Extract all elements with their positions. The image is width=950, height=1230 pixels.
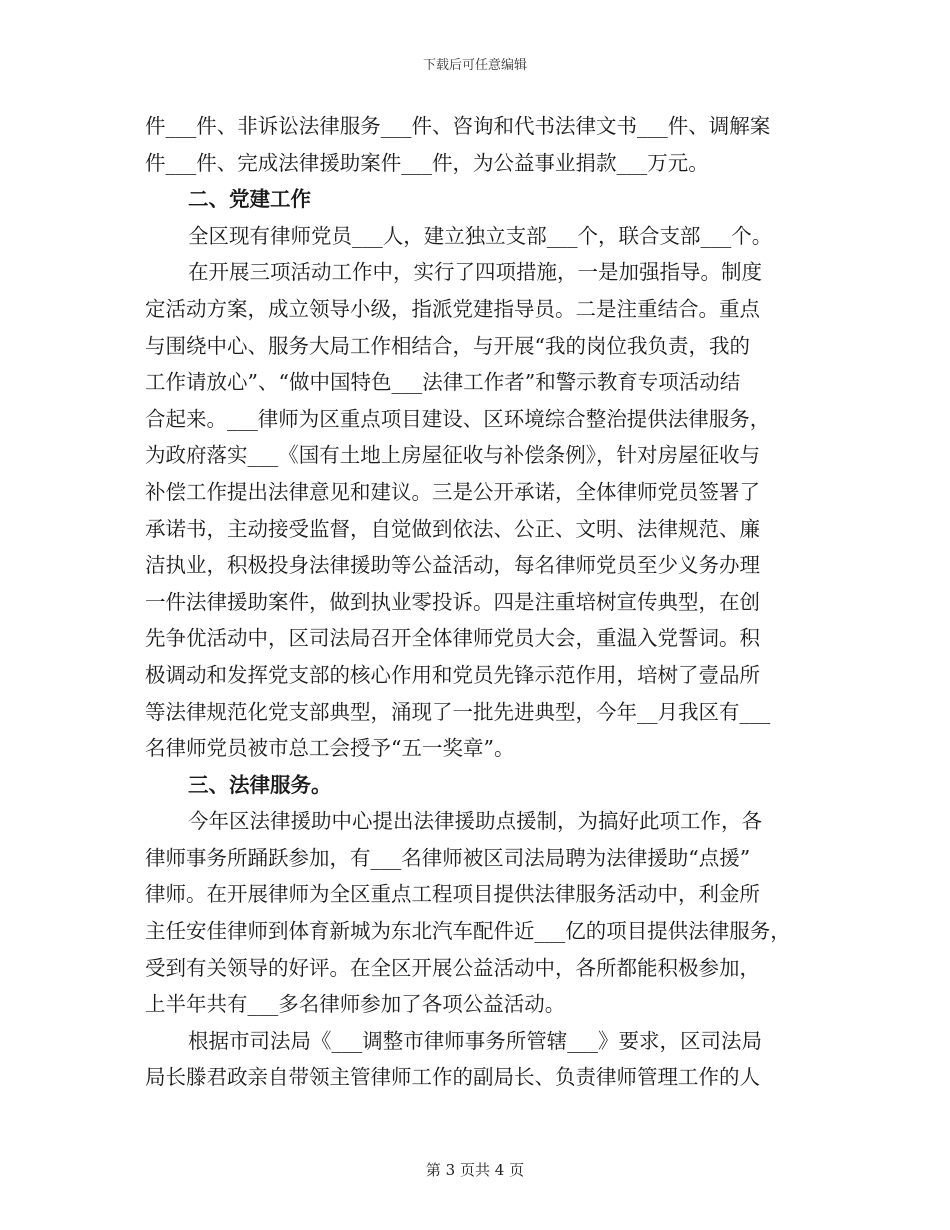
paragraph-line: 等法律规范化党支部典型，涌现了一批先进典型，今年__月我区有___ <box>145 699 771 724</box>
paragraph-line: 根据市司法局《___调整市律师事务所管辖___》要求，区司法局 <box>188 1028 762 1053</box>
paragraph-line: 洁执业，积极投身法律援助等公益活动，每名律师党员至少义务办理 <box>145 553 760 578</box>
paragraph-line: 一件法律援助案件，做到执业零投诉。四是注重培树宣传典型，在创 <box>145 589 760 614</box>
paragraph-line: 主任安佳律师到体育新城为东北汽车配件近___亿的项目提供法律服务， <box>145 919 791 944</box>
paragraph-line: 律师。在开展律师为全区重点工程项目提供法律服务活动中，利金所 <box>145 882 760 907</box>
paragraph-line: 补偿工作提出法律意见和建议。三是公开承诺，全体律师党员签署了 <box>145 479 760 504</box>
document-body <box>145 108 810 1096</box>
paragraph-line: 全区现有律师党员___人，建立独立支部___个，联合支部___个。 <box>188 223 773 248</box>
page-header: 下载后可任意编辑 <box>422 58 527 73</box>
page-footer: 第 3 页共 4 页 <box>425 1161 525 1179</box>
paragraph-line: 为政府落实___《国有土地上房屋征收与补偿条例》，针对房屋征收与 <box>145 443 760 468</box>
section-heading: 二、党建工作 <box>188 187 311 212</box>
section-heading: 三、法律服务。 <box>188 772 332 797</box>
paragraph-line: 在开展三项活动工作中，实行了四项措施，一是加强指导。制度 <box>188 260 762 285</box>
paragraph-line: 局长滕君政亲自带领主管律师工作的副局长、负责律师管理工作的人 <box>145 1065 760 1090</box>
paragraph-line: 工作请放心”、“做中国特色___法律工作者”和警示教育专项活动结 <box>145 370 741 395</box>
paragraph-line: 件___件、完成法律援助案件___件，为公益事业捐款___万元。 <box>145 150 709 175</box>
paragraph-line: 上半年共有___多名律师参加了各项公益活动。 <box>145 992 566 1017</box>
paragraph-line: 先争优活动中，区司法局召开全体律师党员大会，重温入党誓词。积 <box>145 626 760 651</box>
paragraph-line: 与围绕中心、服务大局工作相结合，与开展“我的岗位我负责，我的 <box>145 333 750 358</box>
paragraph-line: 件___件、非诉讼法律服务___件、咨询和代书法律文书___件、调解案 <box>145 114 771 138</box>
paragraph-line: 合起来。___律师为区重点项目建设、区环境综合整治提供法律服务， <box>145 406 771 431</box>
paragraph-line: 极调动和发挥党支部的核心作用和党员先锋示范作用，培树了壹品所 <box>145 662 760 687</box>
paragraph-line: 定活动方案，成立领导小级，指派党建指导员。二是注重结合。重点 <box>145 296 760 321</box>
paragraph-line: 名律师党员被市总工会授予“五一奖章”。 <box>145 736 515 761</box>
paragraph-line: 律师事务所踊跃参加，有___名律师被区司法局聘为法律援助“点援” <box>145 845 751 870</box>
paragraph-line: 承诺书，主动接受监督，自觉做到依法、公正、文明、法律规范、廉 <box>145 516 760 541</box>
paragraph-line: 受到有关领导的好评。在全区开展公益活动中，各所都能积极参加， <box>145 955 760 980</box>
paragraph-line: 今年区法律援助中心提出法律援助点援制，为搞好此项工作，各 <box>188 809 762 834</box>
